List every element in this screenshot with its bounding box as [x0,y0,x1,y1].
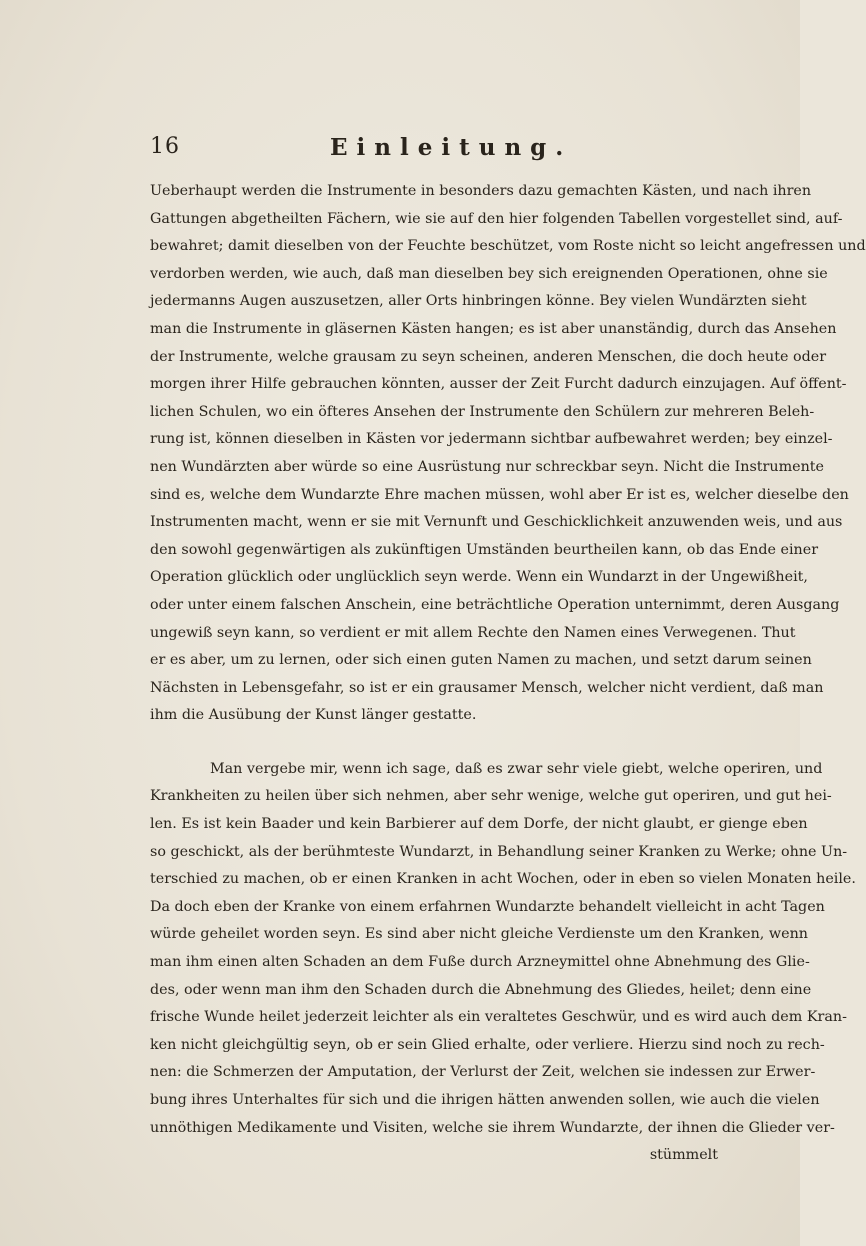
text-line: unnöthigen Medikamente und Visiten, welche sie ihrem Wundarzte, der ihnen die Glieder ver- [150,1119,835,1136]
text-line: ihm die Ausübung der Kunst länger gestatte. [150,707,477,724]
text-line: frische Wunde heilet jederzeit leichter als ein veraltetes Geschwür, und es wird auch dem Kran- [150,1009,847,1026]
text-line: Krankheiten zu heilen über sich nehmen, aber sehr wenige, welche gut operiren, und gut hei- [150,788,832,805]
text-line: Man vergebe mir, wenn ich sage, daß es zwar sehr viele giebt, welche operiren, und [210,760,823,777]
text-line: ken nicht gleichgültig seyn, ob er sein Glied erhalte, oder verliere. Hierzu sind noch zu rech- [150,1036,825,1053]
text-line: bewahret; damit dieselben von der Feuchte beschützet, vom Roste nicht so leicht angefressen und [150,238,866,255]
text-line: Instrumenten macht, wenn er sie mit Vernunft und Geschicklichkeit anzuwenden weis, und aus [150,514,843,531]
text-line: man ihm einen alten Schaden an dem Fuße durch Arzneymittel ohne Abnehmung des Glie- [150,954,810,971]
text-line: bung ihres Unterhaltes für sich und die ihrigen hätten anwenden sollen, wie auch die vielen [150,1092,820,1108]
running-title: Einleitung. [330,134,573,161]
text-line: man die Instrumente in gläsernen Kästen hangen; es ist aber unanständig, durch das Ansehen [150,320,837,337]
text-line: nen: die Schmerzen der Amputation, der Verlurst der Zeit, welchen sie indessen zur Erwer- [150,1064,816,1081]
page-header [0,134,800,168]
text-line: er es aber, um zu lernen, oder sich einen guten Namen zu machen, und setzt darum seinen [150,652,812,669]
text-line: terschied zu machen, ob er einen Kranken in acht Wochen, oder in eben so vielen Monaten heile. [150,871,856,888]
text-line: Nächsten in Lebensgefahr, so ist er ein grausamer Mensch, welcher nicht verdient, daß man [150,679,824,696]
text-line: jedermanns Augen auszusetzen, aller Orts hinbringen könne. Bey vielen Wundärzten sieht [150,293,807,310]
text-line: rung ist, können dieselben in Kästen vor jedermann sichtbar aufbewahret werden; bey einzel- [150,431,833,448]
page-number: 16 [150,134,180,159]
paragraph-gap [150,730,718,756]
text-line: verdorben werden, wie auch, daß man dieselben bey sich ereignenden Operationen, ohne sie [150,265,828,282]
text-line: Operation glücklich oder unglücklich seyn werde. Wenn ein Wundarzt in der Ungewißheit, [150,569,808,586]
text-line: des, oder wenn man ihm den Schaden durch die Abnehmung des Gliedes, heilet; denn eine [150,981,812,998]
text-line: Da doch eben der Kranke von einem erfahrnen Wundarzte behandelt vielleicht in acht Tagen [150,898,825,915]
text-line: Ueberhaupt werden die Instrumente in besonders dazu gemachten Kästen, und nach ihren [150,183,812,199]
body-text [150,178,866,1170]
text-line: lichen Schulen, wo ein öfteres Ansehen der Instrumente den Schülern zur mehreren Beleh- [150,403,815,420]
text-line: len. Es ist kein Baader und kein Barbierer auf dem Dorfe, der nicht glaubt, er gienge eben [150,816,808,833]
paragraph-2 [150,756,856,1142]
text-line: sind es, welche dem Wundarzte Ehre machen müssen, wohl aber Er ist es, welcher dieselbe den [150,486,849,503]
text-line: würde geheilet worden seyn. Es sind aber nicht gleiche Verdienste um den Kranken, wenn [150,926,808,943]
text-line: so geschickt, als der berühmteste Wundarzt, in Behandlung seiner Kranken zu Werke; ohne Un- [150,843,848,860]
text-line: oder unter einem falschen Anschein, eine beträchtliche Operation unternimmt, deren Ausgang [150,596,840,613]
catchword: stümmelt [649,1147,718,1164]
text-line: der Instrumente, welche grausam zu seyn scheinen, anderen Menschen, die doch heute oder [150,348,827,365]
text-line: morgen ihrer Hilfe gebrauchen könnten, ausser der Zeit Furcht dadurch einzujagen. Auf öffent- [150,376,847,393]
text-line: Gattungen abgetheilten Fächern, wie sie auf den hier folgenden Tabellen vorgestellet sind, auf- [150,210,843,227]
text-line: ungewiß seyn kann, so verdient er mit allem Rechte den Namen eines Verwegenen. Thut [150,624,796,641]
text-line: den sowohl gegenwärtigen als zukünftigen Umständen beurtheilen kann, ob das Ende einer [150,541,819,558]
text-line: nen Wundärzten aber würde so eine Ausrüstung nur schreckbar seyn. Nicht die Instrumente [150,458,825,475]
paragraph-1 [150,178,866,730]
